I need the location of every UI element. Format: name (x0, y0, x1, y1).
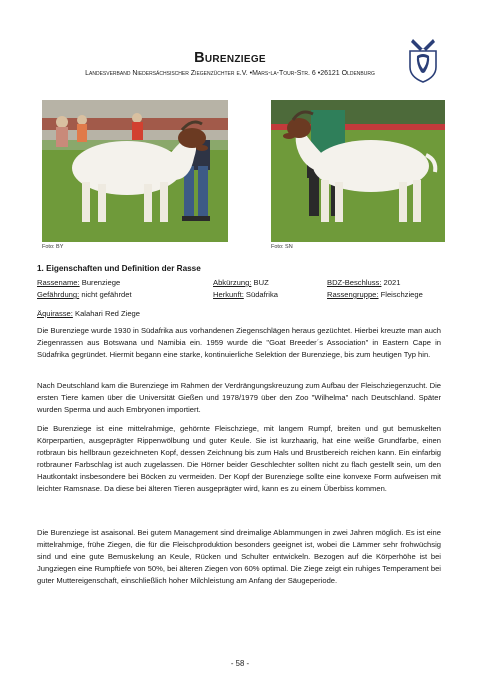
paragraph-germany: Nach Deutschland kam die Burenziege im Rahmen der Verdrängungskreuzung zum Aufbau der Fleischziegenzucht. Die ersten Tiere kamen über die Universität Gießen und 1978/1979 über den Zoo "Wilhelma" nach Deutschland. Später wurden Sperma und auch Embryonen importiert. (37, 381, 441, 415)
info-abkuerzung: Abkürzung: BUZ (213, 278, 269, 287)
info-aequirasse: Äquirasse: Kalahari Red Ziege (37, 309, 141, 318)
paragraph-history: Die Burenziege wurde 1930 in Südafrika aus vorhandenen Ziegenschlägen heraus gezüchtet. Hierbei kreuzte man auch Ziegenrassen aus Botswana und Namibia ein. 1959 wurde die "Goat Breeder´s Association" in Eastern Cape in Südafrika gegründet. Hiermit begann eine starke, kontinuierliche Selektion der Burenziege, bis zum heutigen Typ hin. (37, 326, 441, 360)
page-number: - 58 - (230, 659, 250, 668)
photo-goat-doe (271, 100, 445, 242)
paragraph-breeding: Die Burenziege ist asaisonal. Bei gutem Management sind dreimalige Ablammungen in zwei Jahren möglich. Es ist eine mittelrahmige, frühe Ziegen, die für die Fleischproduktion besonders geeignet ist, wobei die Lämmer sehr frohwüchsig sind und eine gute Bemuskelung an Keule, Rücken und Schulter entwickeln. Bezogen auf die Körperhöhe ist bei Jungziegen eine Rumpftiefe von 50%, bei älteren Ziegen von 60% optimal. Die Ziege zeigt ein ruhiges Temperament bei guter Muttereigenschaft, einschließlich hoher Milchleistung am Anfang der Säugeperiode. (37, 528, 441, 586)
page-title: Burenziege (194, 50, 266, 66)
association-address: Landesverband Niedersächsischer Ziegenzüchter e.V. •Mars-la-Tour-Str. 6 •26121 Oldenburg (85, 70, 375, 77)
photo-goat-buck (42, 100, 228, 242)
photo-credit-left: Foto: BY (42, 244, 64, 250)
photo-credit-right: Foto: SN (271, 244, 293, 250)
info-rassengruppe: Rassengruppe: Fleischziege (327, 290, 423, 299)
association-logo (407, 37, 439, 83)
info-rassename: Rassename: Burenziege (37, 278, 121, 287)
info-herkunft: Herkunft: Südafrika (213, 290, 279, 299)
section-title: 1. Eigenschaften und Definition der Rasse (37, 264, 201, 273)
paragraph-description: Die Burenziege ist eine mittelrahmige, gehörnte Fleischziege, mit langem Rumpf, breiten und gut bemuskelten Körperpartien, ausgeprägter Rippenwölbung und guter Keule. Sie ist kurzhaarig, hat eine weiße Grundfarbe, einen rotbraun bis hellbraun gezeichneten Kopf, dessen Zeichnung bis zum Hals und Brustbereich reichen kann. Ein einfarbig rotbrauner Farbschlag ist auch zugelassen. Die Hörner beider Geschlechter sollten nicht zu flach gestellt sein, um den Hautkontakt insbesondere bei Böcken zu vermeiden. Der Kopf der Burenziege sollte eine konvexe Form aufweisen mit leichter Ramsnase. Da diese bei älteren Tieren ausgeprägter wird, kann es zu einem Überbiss kommen. (37, 424, 441, 494)
info-bdz-beschluss: BDZ-Beschluss: 2021 (327, 278, 401, 287)
info-gefaehrdung: Gefährdung: nicht gefährdet (37, 290, 132, 299)
